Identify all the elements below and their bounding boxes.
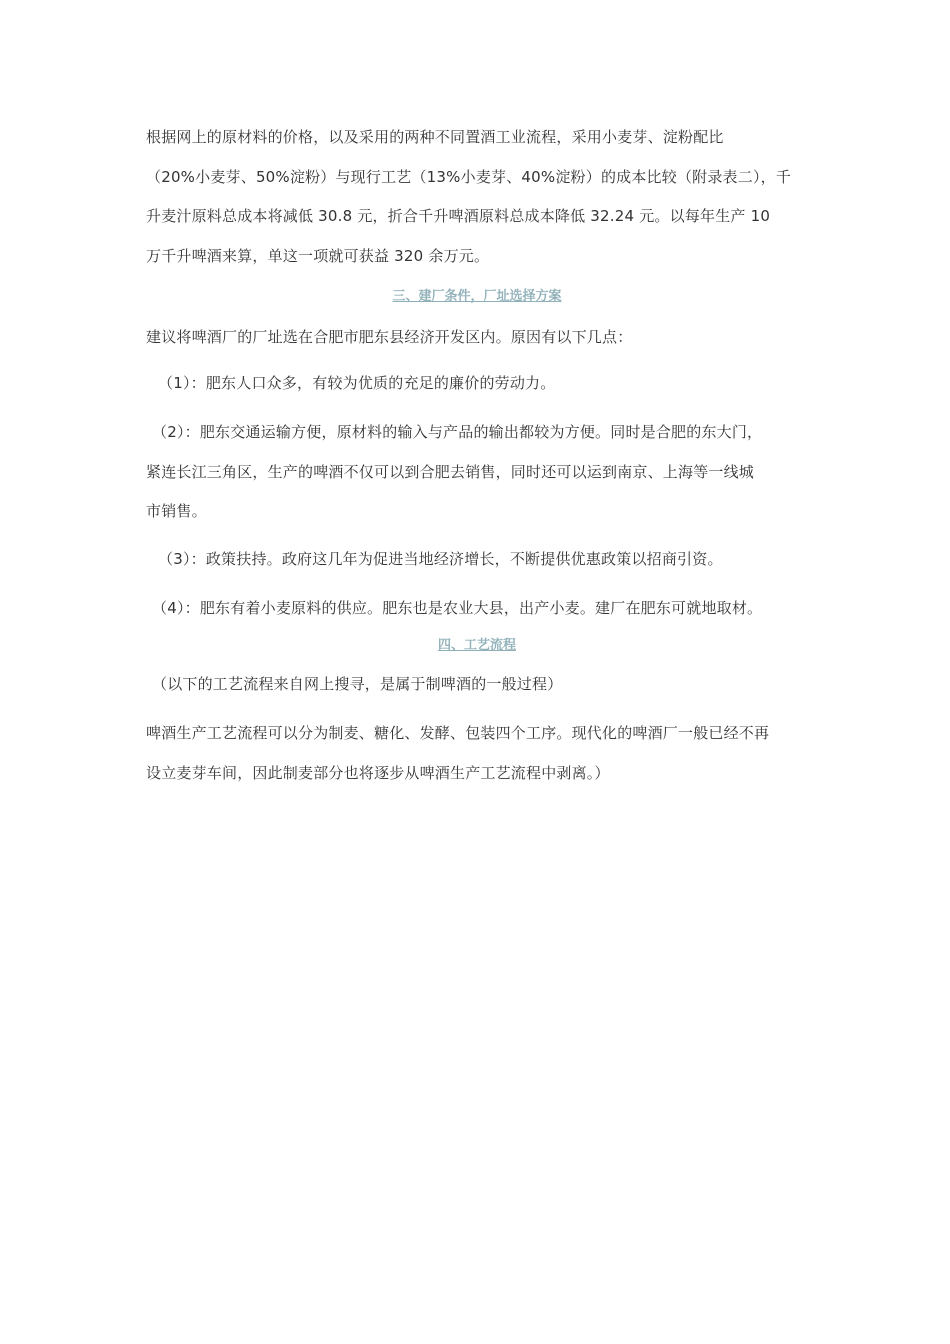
intro-line: 根据网上的原材料的价格，以及采用的两种不同置酒工业流程，采用小麦芽、淀粉配比 bbox=[146, 128, 724, 146]
intro-paragraph bbox=[146, 118, 808, 276]
lead-line: 建议将啤酒厂的厂址选在合肥市肥东县经济开发区内。原因有以下几点： bbox=[146, 328, 633, 346]
point-2-cont bbox=[146, 453, 808, 532]
point-1-line: （1）：肥东人口众多，有较为优质的充足的廉价的劳动力。 bbox=[158, 373, 556, 392]
section3-lead bbox=[146, 318, 808, 358]
section3-heading: 三、建厂条件，厂址选择方案 bbox=[392, 289, 562, 304]
spacer bbox=[146, 403, 808, 413]
point-2-line: （2）：肥东交通运输方便，原材料的输入与产品的输出都较为方便。同时是合肥的东大门， bbox=[152, 423, 763, 441]
document-content bbox=[146, 118, 808, 793]
spacer bbox=[146, 276, 808, 286]
point-4-line: （4）：肥东有着小麦原料的供应。肥东也是农业大县，出产小麦。建厂在肥东可就地取材。 bbox=[152, 599, 763, 617]
section4-note bbox=[146, 665, 808, 705]
point-2-line: 市销售。 bbox=[146, 502, 207, 520]
point-2-line: 紧连长江三角区，生产的啤酒不仅可以到合肥去销售，同时还可以运到南京、上海等一线城 bbox=[146, 462, 755, 481]
body-line: 设立麦芽车间，因此制麦部分也将逐步从啤酒生产工艺流程中剥离。） bbox=[146, 763, 610, 782]
point-3-line: （3）：政策扶持。政府这几年为促进当地经济增长，不断提供优惠政策以招商引资。 bbox=[158, 549, 723, 568]
intro-line: 升麦汁原料总成本将减低 30.8 元，折合千升啤酒原料总成本降低 32.24 元。以每年生产 10 bbox=[146, 207, 771, 225]
spacer bbox=[146, 532, 808, 540]
spacer bbox=[146, 579, 808, 589]
intro-line: （20%小麦芽、50%淀粉）与现行工艺（13%小麦芽、40%淀粉）的成本比较（附录表二），千 bbox=[146, 167, 792, 186]
point-4 bbox=[146, 589, 808, 629]
spacer bbox=[146, 657, 808, 665]
body-line: 啤酒生产工艺流程可以分为制麦、糖化、发酵、包装四个工序。现代化的啤酒厂一般已经不再 bbox=[146, 724, 770, 742]
point-2 bbox=[146, 413, 808, 453]
section4-body bbox=[146, 714, 808, 793]
note-line: （以下的工艺流程来自网上搜寻，是属于制啤酒的一般过程） bbox=[152, 674, 563, 693]
spacer bbox=[146, 704, 808, 714]
point-3 bbox=[146, 540, 808, 580]
section4-heading: 四、工艺流程 bbox=[437, 637, 516, 653]
spacer bbox=[146, 308, 808, 318]
intro-line: 万千升啤酒来算，单这一项就可获益 320 余万元。 bbox=[146, 246, 490, 265]
point-1 bbox=[146, 364, 808, 404]
